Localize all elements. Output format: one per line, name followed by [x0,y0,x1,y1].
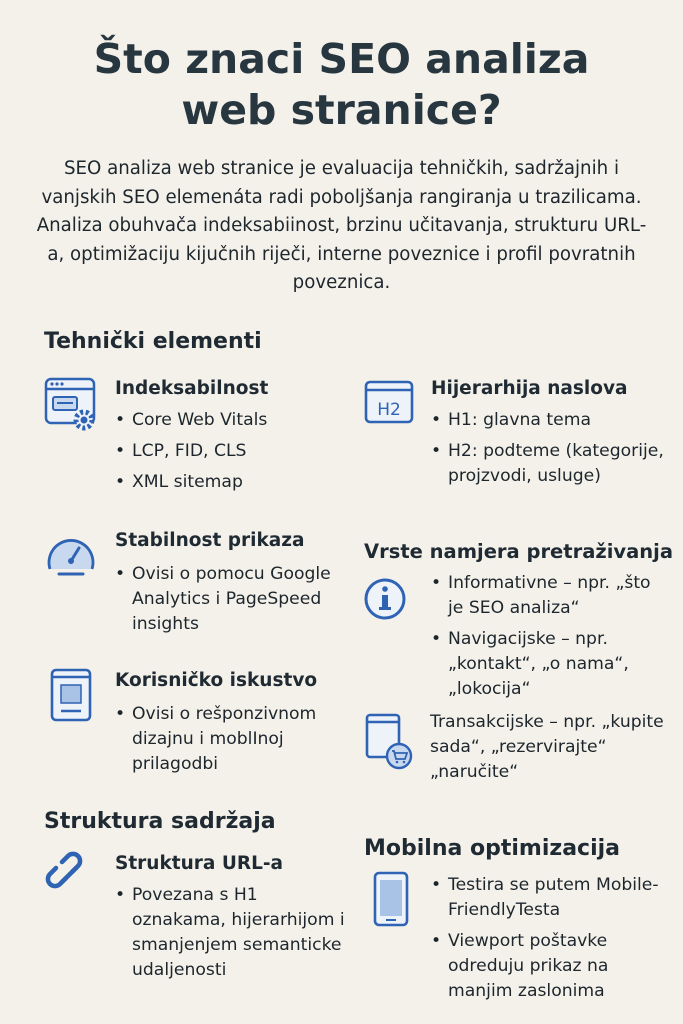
section-heading-mobile: Mobilna optimizacija [364,836,621,861]
list-item: • H1: glavna tema [430,408,664,433]
tablet-icon [48,668,96,724]
list-item: • Navigacijske – npr. „kontakt“, „o nama“, „lokocija“ [430,627,664,702]
block-namjere [364,568,664,708]
section-heading-content: Struktura sadržaja [44,809,276,834]
block-hijerarhija [364,376,664,526]
list-item: • Ovisi o pomocu Google Analytics i PageSpeed insights [114,562,344,637]
list-item: Transakcijske – npr. „kupite sada“, „rezervirajte“ „naručite“ [430,712,664,782]
block-stabilnost [44,528,344,648]
gauge-icon [44,531,100,581]
list-item: • LCP, FID, CLS [114,439,344,464]
block-title: Struktura URL-a [115,853,284,874]
list-item: • Testira se putem Mobile-FriendlyTesta [430,873,664,923]
section-heading-intent: Vrste namjera pretraživanja [364,540,674,563]
block-title: Stabilnost prikaza [115,530,305,551]
bullet-list [430,408,664,495]
section-heading-technical: Tehnički elementi [44,329,262,354]
list-item: • Viewport poštavke odreduju prikaz na manjim zaslonima [430,929,664,1004]
page-title [0,34,683,136]
block-url [44,852,354,992]
title-line-1: Što znaci SEO analiza [93,35,590,83]
bullet-list [114,562,344,643]
browser-gear-icon [44,376,100,434]
bullet-list [114,883,354,989]
intro-paragraph: SEO analiza web stranice je evaluacija tehničkih, sadržajnih i vanjskih SEO elemenáta radi poboljšanja rangiranja u trazilicama. Analiza obuhvača indeksabiinost, brzinu učitavanja, strukturu URL-a, optimižaciju kijučnih riječi, interne poveznice i profil povratnih poveznica. [36,158,647,293]
svg-text:H2: H2 [377,400,401,420]
link-icon [44,850,94,900]
block-title: Korisničko iskustvo [115,670,318,691]
bullet-list [430,710,664,791]
info-icon [364,575,414,625]
h2-icon [364,379,416,427]
block-title: Indeksabilnost [115,378,269,399]
bullet-list [114,702,344,783]
bullet-list [430,873,664,1010]
list-item: • Povezana s H1 oznakama, hijerarhijom i smanjenjem semanticke udaljenosti [114,883,354,983]
list-item: • Informativne – npr. „što je SEO analiza“ [430,571,664,621]
list-item: • Core Web Vitals [114,408,344,433]
block-mobilna [364,870,664,1010]
bullet-list [430,571,664,708]
bullet-list [114,408,344,501]
list-item: • XML sitemap [114,470,344,495]
list-item: • H2: podteme (kategorije, projzvodi, usluge) [430,439,664,489]
shopping-cart-icon [364,711,416,773]
block-title: Hijerarhija naslova [431,378,628,399]
block-indeksabilnost [44,376,344,506]
title-line-2: web stranice? [181,86,502,134]
smartphone-icon [372,870,416,928]
list-item: • Ovisi o rešponzivnom dizajnu i moblInoj prilagodbi [114,702,344,777]
block-transakcijske [364,708,664,818]
block-korisnicko [44,668,344,788]
